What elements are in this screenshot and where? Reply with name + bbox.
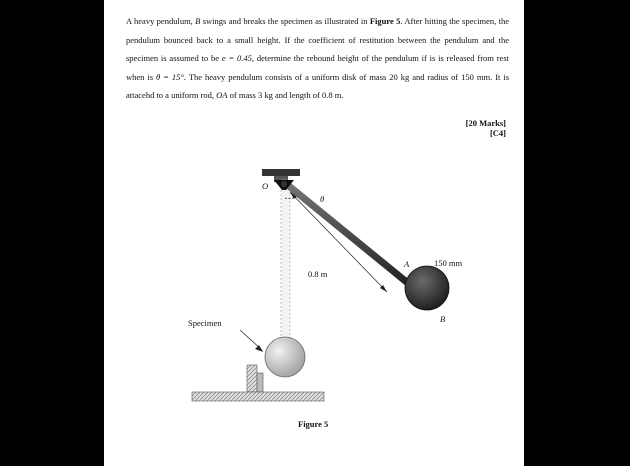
problem-text: swings and breaks the specimen as illustrated in	[200, 16, 370, 26]
document-page	[104, 0, 524, 466]
problem-text: of mass 3 kg and length of 0.8 m.	[227, 90, 344, 101]
angle-value: θ = 15°	[156, 71, 184, 82]
pendulum-disk	[405, 266, 449, 310]
label-a: A	[404, 259, 410, 269]
problem-text: A heavy pendulum,	[126, 16, 196, 26]
label-specimen: Specimen	[188, 318, 222, 328]
specimen-support	[257, 373, 263, 392]
problem-text: , determine the rebound height of the pendulum if is is released from rest when is	[126, 53, 509, 82]
specimen-leader-arrow	[255, 345, 263, 352]
figure-reference: Figure 5	[369, 16, 401, 26]
length-dimension-line	[290, 192, 387, 292]
pendulum-symbol: B	[195, 16, 201, 26]
pendulum-figure	[104, 160, 524, 460]
rod-oa	[284, 182, 409, 284]
rest-position-rod	[281, 182, 290, 352]
label-b: B	[440, 314, 446, 324]
ceiling-support	[262, 169, 300, 176]
specimen-block	[247, 365, 257, 392]
restitution-value: e = 0.45	[221, 53, 252, 64]
pivot-pin	[281, 181, 288, 188]
label-length: 0.8 m	[308, 269, 328, 279]
label-o: O	[262, 181, 269, 191]
problem-statement	[126, 12, 509, 105]
rod-symbol: OA	[216, 90, 228, 101]
label-radius: 150 mm	[434, 258, 463, 268]
ground-base	[192, 392, 324, 401]
problem-text: . The heavy pendulum consists of a uniform disk of mass 20 kg and radius of 150 mm. It is attacehd to a uniform rod,	[126, 71, 510, 101]
marks-block	[466, 118, 506, 138]
rest-position-disk	[265, 337, 305, 377]
label-theta: θ	[320, 194, 325, 204]
marks-total: [20 Marks]	[465, 118, 506, 128]
problem-text: . After hitting the specimen, the pendulum bounced back to a small height. If the coefficient of restitution between the pendulum and the specimen is assumed to be	[126, 16, 509, 64]
figure-caption: Figure 5	[298, 419, 329, 429]
course-outcome-code: [C4]	[489, 128, 506, 138]
